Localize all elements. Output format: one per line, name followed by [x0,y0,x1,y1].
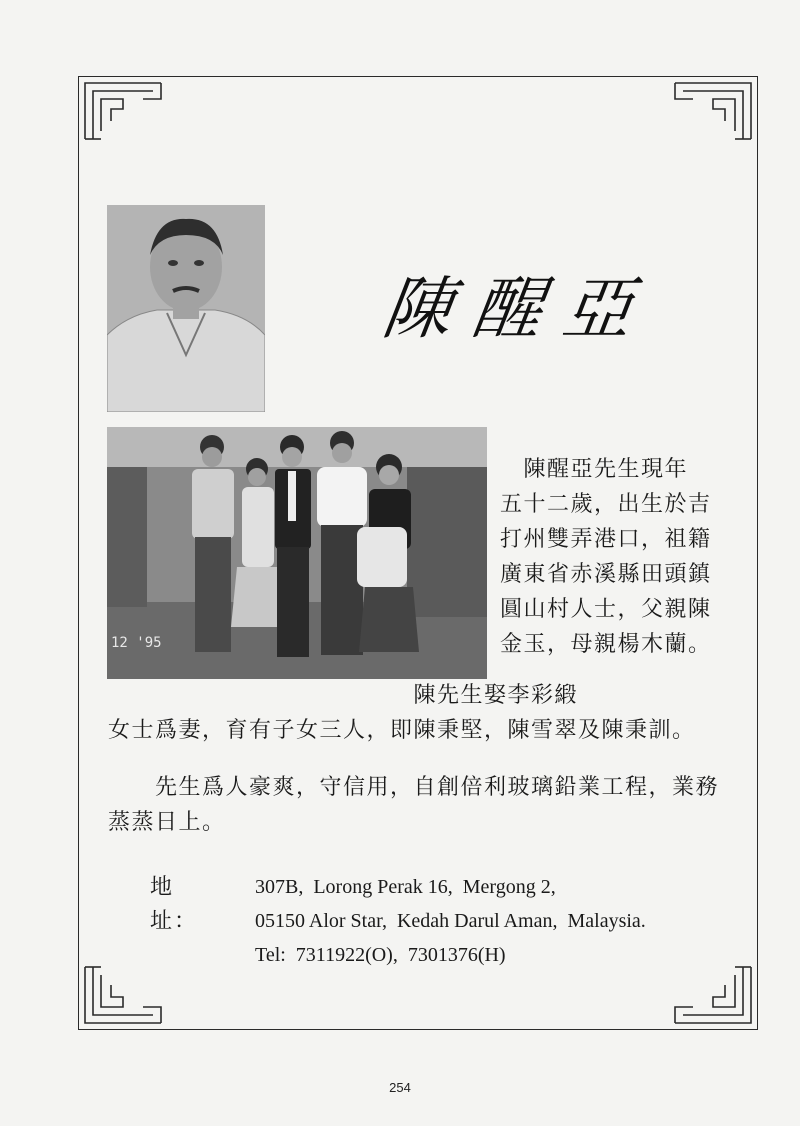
address-line-1: 307B, Lorong Perak 16, Mergong 2, [255,876,556,898]
frame-corner-bottom-left-ornament [83,965,163,1025]
address-line-2: 05150 Alor Star, Kedah Darul Aman, Malaysia. [255,910,646,932]
biography-paragraph-2 [108,678,748,748]
text-line: 陳醒亞先生現年 [500,457,689,482]
text-line: 先生爲人豪爽，守信用，自創倍利玻璃鉛業工程，業務 [108,775,720,800]
text-line: 圓山村人士，父親陳 [500,597,712,622]
text-line: 陳先生娶李彩緞 [108,683,579,708]
biography-paragraph-1 [500,452,750,662]
frame-corner-bottom-right-ornament [673,965,753,1025]
text-line: 廣東省赤溪縣田頭鎮 [500,562,712,587]
page-number: 254 [389,1080,411,1095]
text-line: 女士爲妻，育有子女三人，即陳秉堅，陳雪翠及陳秉訓。 [108,718,696,743]
frame-corner-top-right-ornament [673,81,753,141]
portrait-photo [107,205,265,412]
group-photo-illustration [107,427,487,679]
phone-line: Tel: 7311922(O), 7301376(H) [255,944,506,966]
page-title: 陳醒亞 [378,270,660,349]
address-lines [255,870,646,972]
portrait-illustration [107,205,265,412]
text-line: 打州雙弄港口，祖籍 [500,527,712,552]
text-line: 金玉，母親楊木蘭。 [500,632,712,657]
frame-corner-top-left-ornament [83,81,163,141]
biography-paragraph-3 [108,770,748,840]
address-label: 地址： [150,874,199,933]
group-photo [107,427,487,679]
photo-date-stamp: 12 '95 [111,635,162,651]
text-line: 五十二歲，出生於吉 [500,492,712,517]
text-line: 蒸蒸日上。 [108,810,226,835]
